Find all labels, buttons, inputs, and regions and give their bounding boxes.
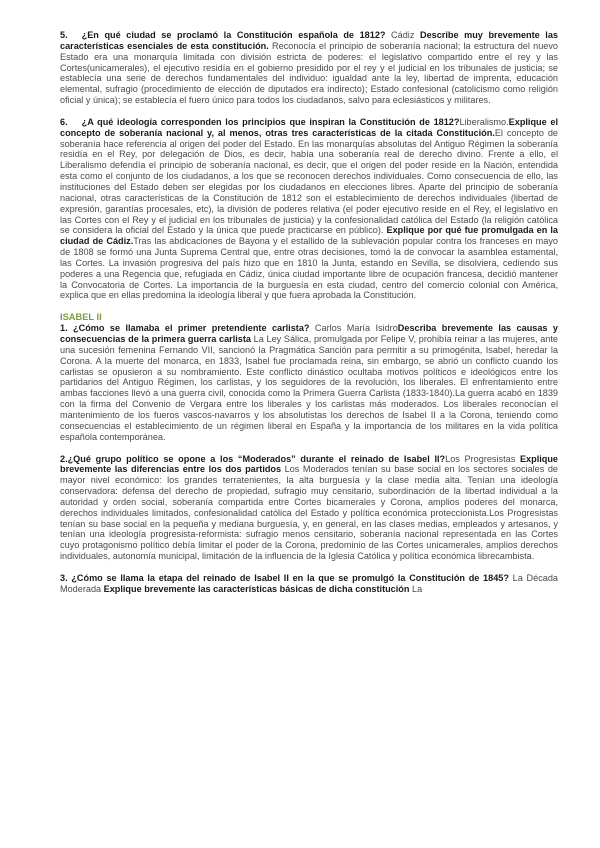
document-page [60, 30, 558, 595]
question-5-text: ¿En qué ciudad se proclamó la Constitución española de 1812? [81, 30, 386, 40]
question-5-followup: Describe muy brevemente las características esenciales de esta constitución. [60, 30, 558, 51]
question-6-number: 6. [60, 116, 68, 127]
answer-6-short: Liberalismo. [459, 116, 509, 127]
isabel-answer-3-short: La Década Moderada [60, 572, 558, 594]
isabel-question-3-block [60, 573, 558, 595]
isabel-answer-1-short: Carlos María Isidro [309, 323, 398, 334]
isabel-question-3-followup: Explique brevemente las características básicas de dicha constitución [103, 583, 410, 594]
isabel-answer-2-long: Los Moderados tenían su base social en los sectores sociales de mayor nivel económico: los grandes terratenientes, la alta burguesía y la clase media alta. Tenían una ideología conservadora: defensa del derecho de propiedad, sufragio muy censitario, subordinación de la libertad individual a la autoridad y orden social, soberanía compartida entre Cortes bicamerales y Corona, amplios poderes del monarca, derechos individuales limitados, confesionalidad católica del Estado y política económica proteccionista.Los Progresistas tenían su base social en la pequeña y mediana burguesía, y, en general, en las clases medias, empleados y artesanos, y tenían una ideología progresista-reformista: sufragio menos censitario, soberanía nacional representada en las Cortes cuyo protagonismo político debía limitar el poder de la Corona, predominio de las Cortes unicamerales, amplios derechos individuales, autonomía municipal, limitación de la influencia de la Iglesia Católica y política económica librecambista. [60, 464, 558, 562]
isabel-question-2-text: 2.¿Qué grupo político se opone a los “Moderados” durante el reinado de Isabel II? [60, 453, 446, 464]
question-6-followup: Explique el concepto de soberanía nacional y, al menos, otras tres características de la citada Constitución. [60, 116, 558, 138]
isabel-answer-3-long: La [409, 583, 423, 594]
answer-5-long: Reconocía el principio de soberanía nacional; la estructura del nuevo Estado era una monarquía limitada con división estricta de poderes: el legislativo compartido entre el rey y las Cortes(unicamerales), el ejecutivo residía en el gobierno presidido por el rey y el judicial en los tribunales de justicia; se establecía una serie de derechos fundamentales del individuo: igualdad ante la ley, libertad de imprenta, educación elemental, sufragio (procedimiento de elección de diputados era indirecto); Estado confesional (catolicismo como religión oficial y única); se establecía el fuero único para todos los ciudadanos, salvo para eclesiásticos y militares. [60, 40, 558, 106]
answer-6-long: El concepto de soberanía hace referencia al origen del poder del Estado. En las monarquías absolutas del Antiguo Régimen la soberanía residía en el Rey, por delegación de Dios, es decir, había una soberanía real de derecho divino. Frente a ello, el Liberalismo defendía el principio de soberanía nacional, es decir, que el origen del poder reside en la Nación, entendida esta como el conjunto de los ciudadanos, a los que se reconocen derechos individuales. Como consecuencia de ello, las instituciones del Estado deben ser elegidas por los ciudadanos en elecciones libres. Aparte del principio de soberanía nacional, otras características de la Constitución de 1812 son el establecimiento de derechos individuales (libertad de expresión, garantías procesales, etc), la división de poderes relativa (el poder ejecutivo reside en el Rey, el legislativo en las Cortes con el Rey y el judicial en los tribunales de justicia) y la confesionalidad católica del Estado (la religión católica se considera la oficial del Estado y la única que puede practicarse en público). [60, 127, 558, 236]
isabel-answer-1-long: La Ley Sálica, promulgada por Felipe V, prohibía reinar a las mujeres, ante una sucesión femenina Fernando VII, sancionó la Pragmática Sanción para permitir a su primogénita, Isabel, heredar la Corona. A la muerte del monarca, en 1833, Isabel fue proclamada reina, sin embargo, se abrió un conflicto cuando los carlistas se opusieron a su nombramiento. Este conflicto dinástico ocultaba motivos políticos e ideológicos entre los partidarios del Antiguo Régimen, los carlistas, y los seguidores de la revolución, los liberales. El enfrentamiento entre ambas facciones llevó a una guerra civil, conocida como la Primera Guerra Carlista (1833-1840).La guerra acabó en 1839 con la firma del Convenio de Vergara entre los liberales y los carlistas más moderados. Los liberales reconocían el mantenimiento de los fueros vascos-navarros y los absolutistas los derechos de Isabel II a la Corona, teniendo como consecuencias el establecimiento de un régimen liberal en España y la importancia de los militares en la vida política española contemporánea. [60, 334, 558, 442]
answer-6-cadiz: Tras las abdicaciones de Bayona y el estallido de la sublevación popular contra los franceses en mayo de 1808 se formó una Junta Suprema Central que, entre otras decisiones, tomó la de convocar la asamblea estamental, las Cortes. La invasión progresiva del país hizo que en 1810 la Junta, estando en Sevilla, se disolviera, cediendo sus poderes a una Regencia que, refugiada en Cádiz, única ciudad importante libre de ocupación francesa, decidió mantener la Convocatoria de Cortes. La importancia de la burguesía en esta ciudad, centro del comercio colonial con América, explica que en ellas predomina la ideología liberal y que fuera aprobada la Constitución. [60, 236, 558, 301]
isabel-question-3-text: 3. ¿Cómo se llama la etapa del reinado de Isabel II en la que se promulgó la Constitución de 1845? [60, 572, 509, 583]
question-6-block [60, 117, 558, 301]
section-heading-isabel-ii: ISABEL II [60, 312, 102, 323]
question-5-number: 5. [60, 30, 68, 40]
isabel-question-2-block [60, 454, 558, 562]
question-6-followup-2: Explique por qué fue promulgada en la ciudad de Cádiz. [60, 225, 559, 247]
answer-5-short: Cádiz [385, 30, 420, 40]
isabel-question-1-followup: Describa brevemente las causas y consecuencias de la primera guerra carlista [60, 323, 559, 345]
isabel-question-1-block [60, 323, 558, 442]
isabel-question-2-followup: Explique brevemente las diferencias entre los dos partidos [60, 453, 558, 475]
question-5-block [60, 30, 558, 106]
isabel-question-1-text: 1. ¿Cómo se llamaba el primer pretendiente carlista? [60, 323, 310, 334]
isabel-answer-2-short: Los Progresistas [445, 453, 520, 464]
question-6-text: ¿A qué ideología corresponden los principios que inspiran la Constitución de 1812? [81, 116, 460, 127]
